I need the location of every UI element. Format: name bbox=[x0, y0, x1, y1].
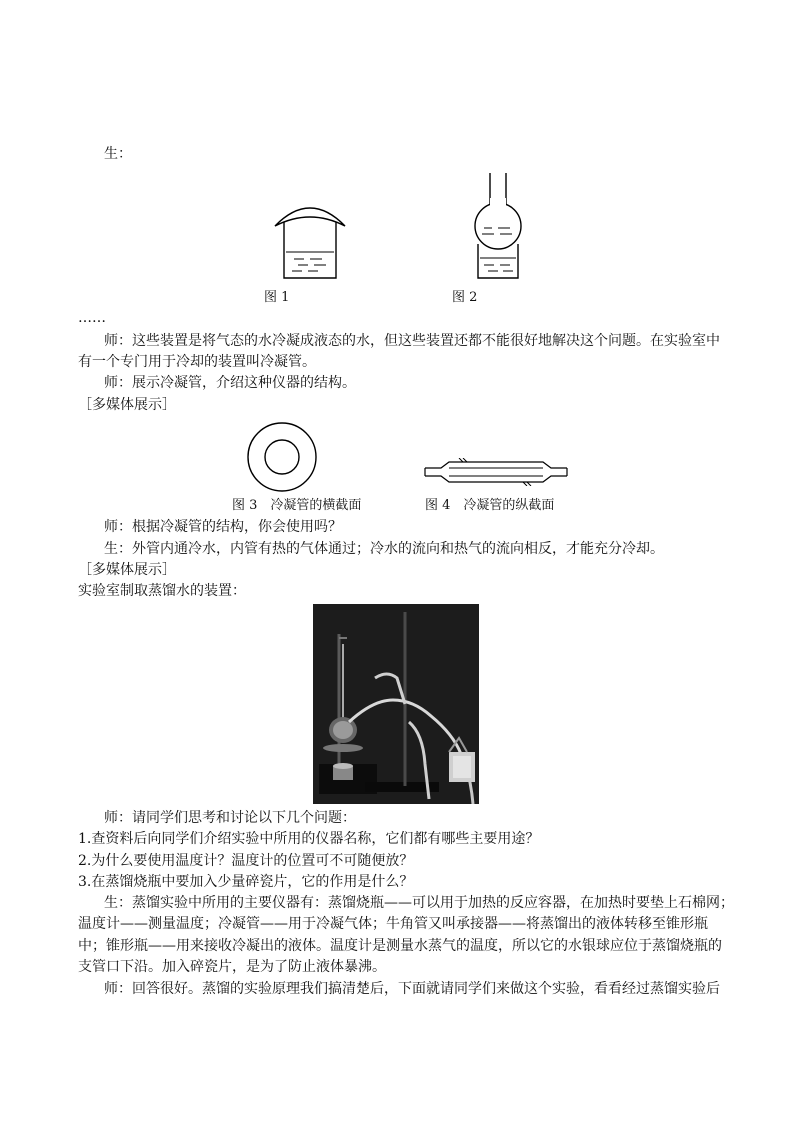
dialogue-student-3-cont-1: 温度计——测量温度；冷凝管——用于冷凝气体；牛角管又叫承接器——将蒸馏出的液体转移至锥形瓶 bbox=[78, 916, 708, 932]
ellipsis: …… bbox=[78, 310, 106, 326]
figure-3-caption: 图 3 冷凝管的横截面 bbox=[232, 498, 362, 513]
figure-3-condenser-cross-section bbox=[245, 420, 319, 494]
dialogue-student-3-cont-2: 中；锥形瓶——用来接收冷凝出的液体。温度计是测量水蒸气的温度，所以它的水银球应位于蒸馏烧瓶的 bbox=[78, 938, 722, 954]
dialogue-student-3: 生：蒸馏实验中所用的主要仪器有：蒸馏烧瓶——可以用于加热的反应容器，在加热时要垫上石棉网； bbox=[104, 895, 734, 911]
dialogue-student-1: 生： bbox=[104, 146, 132, 162]
question-1: 1.查资料后向同学们介绍实验中所用的仪器名称，它们都有哪些主要用途？ bbox=[78, 831, 540, 847]
figure-1-caption: 图 1 bbox=[264, 290, 290, 305]
multimedia-label-2: ［多媒体展示］ bbox=[78, 562, 176, 578]
figure-1-beaker-watchglass bbox=[272, 196, 348, 282]
dialogue-teacher-5: 师：回答很好。蒸馏的实验原理我们搞清楚后，下面就请同学们来做这个实验，看看经过蒸馏实验后 bbox=[104, 981, 720, 997]
distillation-apparatus-photo bbox=[313, 604, 479, 804]
dialogue-teacher-2: 师：展示冷凝管，介绍这种仪器的结构。 bbox=[104, 375, 356, 391]
dialogue-teacher-1: 师：这些装置是将气态的水冷凝成液态的水，但这些装置还都不能很好地解决这个问题。在实验室中 bbox=[104, 333, 720, 349]
dialogue-teacher-4: 师：请同学们思考和讨论以下几个问题： bbox=[104, 810, 356, 826]
question-2: 2.为什么要使用温度计？温度计的位置可不可随便放？ bbox=[78, 853, 414, 869]
figure-4-caption: 图 4 冷凝管的纵截面 bbox=[425, 498, 555, 513]
multimedia-label-1: ［多媒体展示］ bbox=[78, 397, 176, 413]
figure-2-flask-beaker bbox=[470, 170, 526, 282]
dialogue-student-3-cont-3: 支管口下沿。加入碎瓷片，是为了防止液体暴沸。 bbox=[78, 959, 386, 975]
dialogue-teacher-3: 师：根据冷凝管的结构，你会使用吗？ bbox=[104, 519, 342, 535]
dialogue-teacher-1-cont: 有一个专门用于冷却的装置叫冷凝管。 bbox=[78, 354, 316, 370]
dialogue-student-2: 生：外管内通冷水，内管有热的气体通过；冷水的流向和热气的流向相反，才能充分冷却。 bbox=[104, 541, 664, 557]
apparatus-intro: 实验室制取蒸馏水的装置： bbox=[78, 583, 246, 599]
figure-4-condenser-longitudinal-section bbox=[423, 458, 569, 486]
question-3: 3.在蒸馏烧瓶中要加入少量碎瓷片，它的作用是什么？ bbox=[78, 874, 414, 890]
figure-2-caption: 图 2 bbox=[452, 290, 478, 305]
